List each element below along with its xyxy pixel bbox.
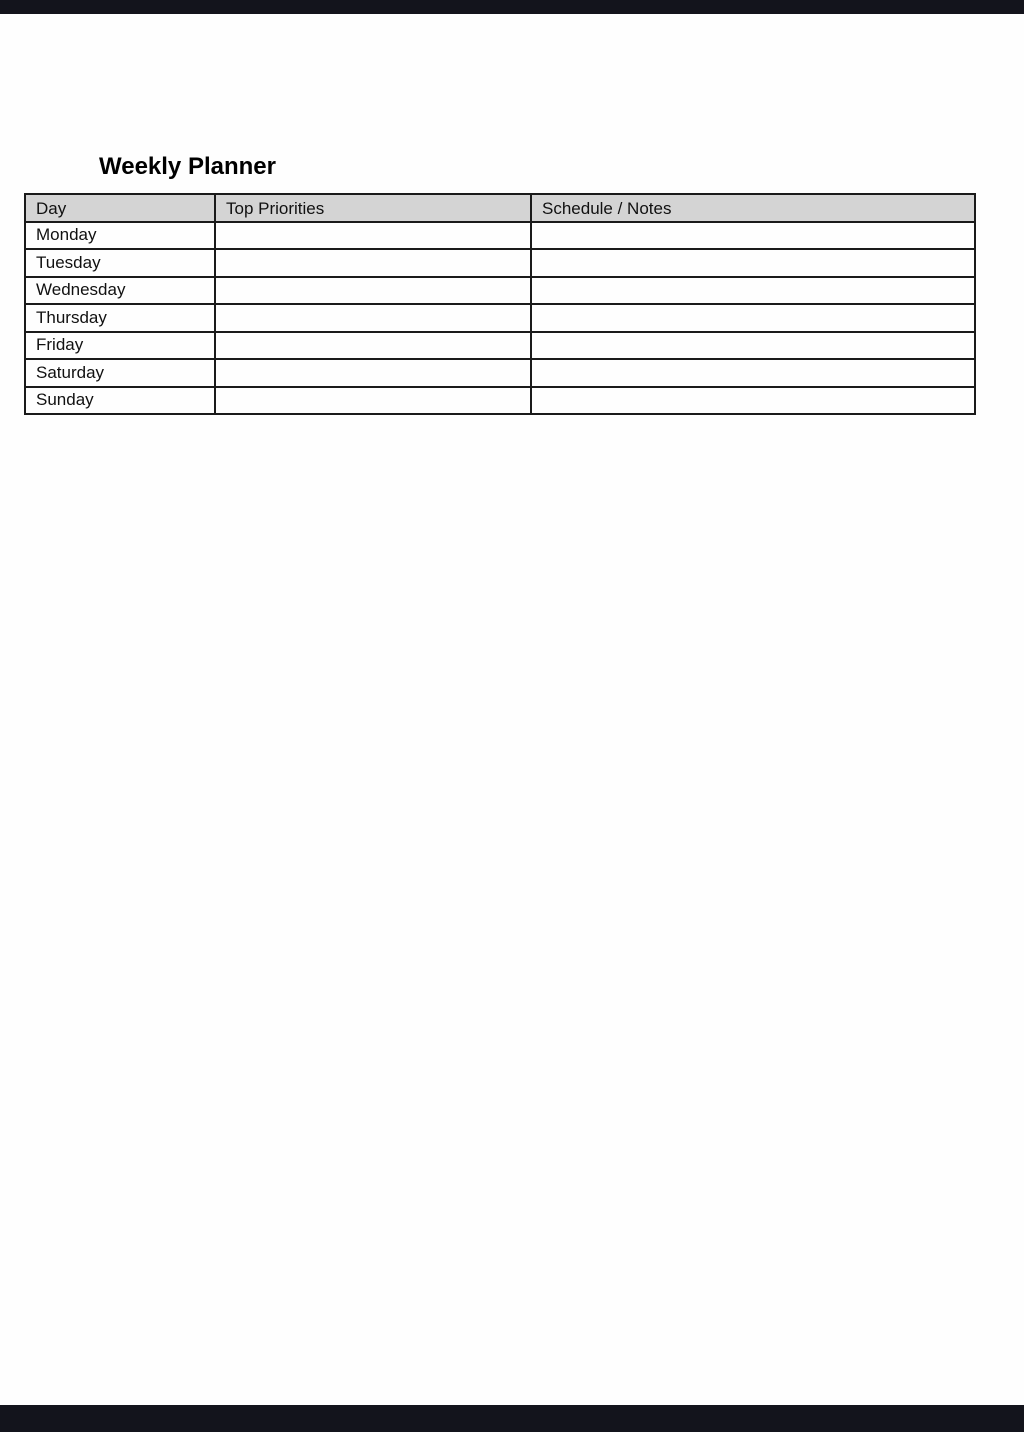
table-row (25, 359, 975, 387)
notes-cell[interactable] (531, 222, 975, 250)
priorities-cell[interactable] (215, 277, 531, 305)
notes-cell[interactable] (531, 277, 975, 305)
day-cell: Saturday (25, 359, 215, 387)
weekly-planner-table (24, 193, 976, 415)
priorities-cell[interactable] (215, 332, 531, 360)
priorities-cell[interactable] (215, 359, 531, 387)
priorities-cell[interactable] (215, 304, 531, 332)
priorities-cell[interactable] (215, 387, 531, 415)
day-cell: Sunday (25, 387, 215, 415)
priorities-cell[interactable] (215, 222, 531, 250)
day-cell: Wednesday (25, 277, 215, 305)
day-cell: Tuesday (25, 249, 215, 277)
table-row (25, 222, 975, 250)
day-cell: Monday (25, 222, 215, 250)
notes-cell[interactable] (531, 249, 975, 277)
table-header-row (25, 194, 975, 222)
day-cell: Thursday (25, 304, 215, 332)
top-frame-bar (0, 0, 1024, 14)
table-row (25, 277, 975, 305)
header-top-priorities: Top Priorities (215, 194, 531, 222)
table-row (25, 332, 975, 360)
notes-cell[interactable] (531, 332, 975, 360)
header-schedule-notes: Schedule / Notes (531, 194, 975, 222)
notes-cell[interactable] (531, 359, 975, 387)
priorities-cell[interactable] (215, 249, 531, 277)
document-page (0, 14, 1024, 1405)
table-row (25, 387, 975, 415)
table-row (25, 249, 975, 277)
header-day: Day (25, 194, 215, 222)
bottom-frame-bar (0, 1405, 1024, 1432)
day-cell: Friday (25, 332, 215, 360)
notes-cell[interactable] (531, 304, 975, 332)
notes-cell[interactable] (531, 387, 975, 415)
page-title: Weekly Planner (99, 153, 276, 180)
table-row (25, 304, 975, 332)
